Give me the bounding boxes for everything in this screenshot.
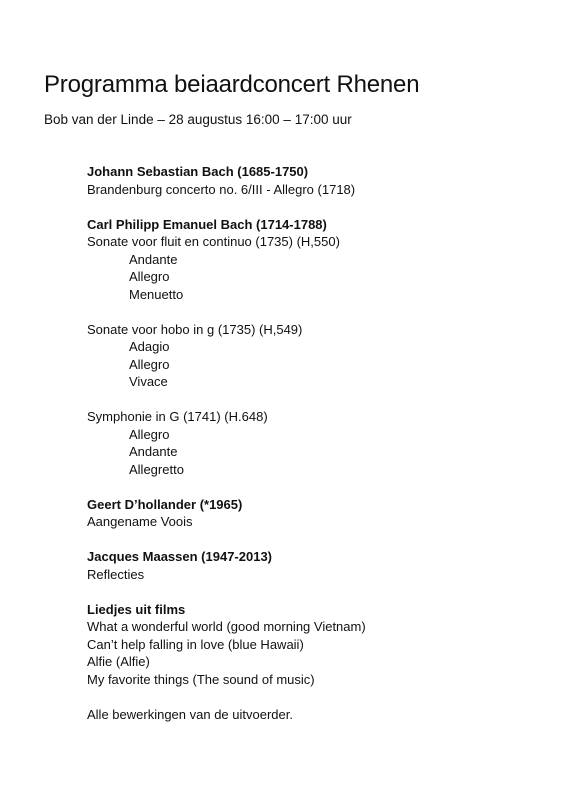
page-title: Programma beiaardconcert Rhenen	[44, 71, 420, 98]
work-group	[87, 321, 557, 391]
composer-heading: Geert D’hollander (*1965)	[87, 496, 243, 512]
movement-item: Allegro	[129, 269, 170, 284]
composer-heading: Jacques Maassen (1947-2013)	[87, 549, 273, 564]
page-subtitle: Bob van der Linde – 28 augustus 16:00 – 17:00 uur	[44, 112, 352, 127]
program-section-cpe-bach	[87, 216, 557, 479]
movement-item: Allegretto	[129, 461, 184, 477]
program-section-maassen	[87, 548, 557, 583]
work-title: Reflecties	[87, 566, 145, 582]
movement-list	[87, 251, 557, 304]
work-title: Brandenburg concerto no. 6/III - Allegro (1718)	[87, 181, 356, 197]
movement-list	[87, 426, 557, 479]
movement-item: Menuetto	[129, 286, 184, 302]
work-title: What a wonderful world (good morning Vietnam)	[87, 619, 366, 634]
work-title: My favorite things (The sound of music)	[87, 671, 315, 687]
composer-heading: Carl Philipp Emanuel Bach (1714-1788)	[87, 216, 327, 232]
movement-item: Andante	[129, 251, 178, 267]
program-list	[87, 163, 557, 723]
movement-item: Vivace	[129, 374, 168, 389]
program-section-film-songs	[87, 601, 557, 689]
movement-item: Allegro	[129, 356, 170, 372]
work-title: Sonate voor hobo in g (1735) (H,549)	[87, 321, 303, 337]
work-title: Can’t help falling in love (blue Hawaii)	[87, 636, 304, 652]
movement-item: Adagio	[129, 339, 170, 354]
work-group	[87, 408, 557, 478]
work-title: Symphonie in G (1741) (H.648)	[87, 409, 268, 424]
work-title: Sonate voor fluit en continuo (1735) (H,550)	[87, 234, 340, 249]
arrangement-note: Alle bewerkingen van de uitvoerder.	[87, 706, 293, 722]
work-title: Alfie (Alfie)	[87, 654, 150, 669]
movement-item: Allegro	[129, 426, 170, 442]
movement-list	[87, 338, 557, 391]
movement-item: Andante	[129, 444, 178, 459]
work-group	[87, 233, 557, 303]
composer-heading: Johann Sebastian Bach (1685-1750)	[87, 164, 309, 179]
program-section-js-bach	[87, 163, 557, 198]
work-title: Aangename Voois	[87, 514, 193, 529]
program-section-dhollander	[87, 496, 557, 531]
composer-heading: Liedjes uit films	[87, 601, 186, 617]
